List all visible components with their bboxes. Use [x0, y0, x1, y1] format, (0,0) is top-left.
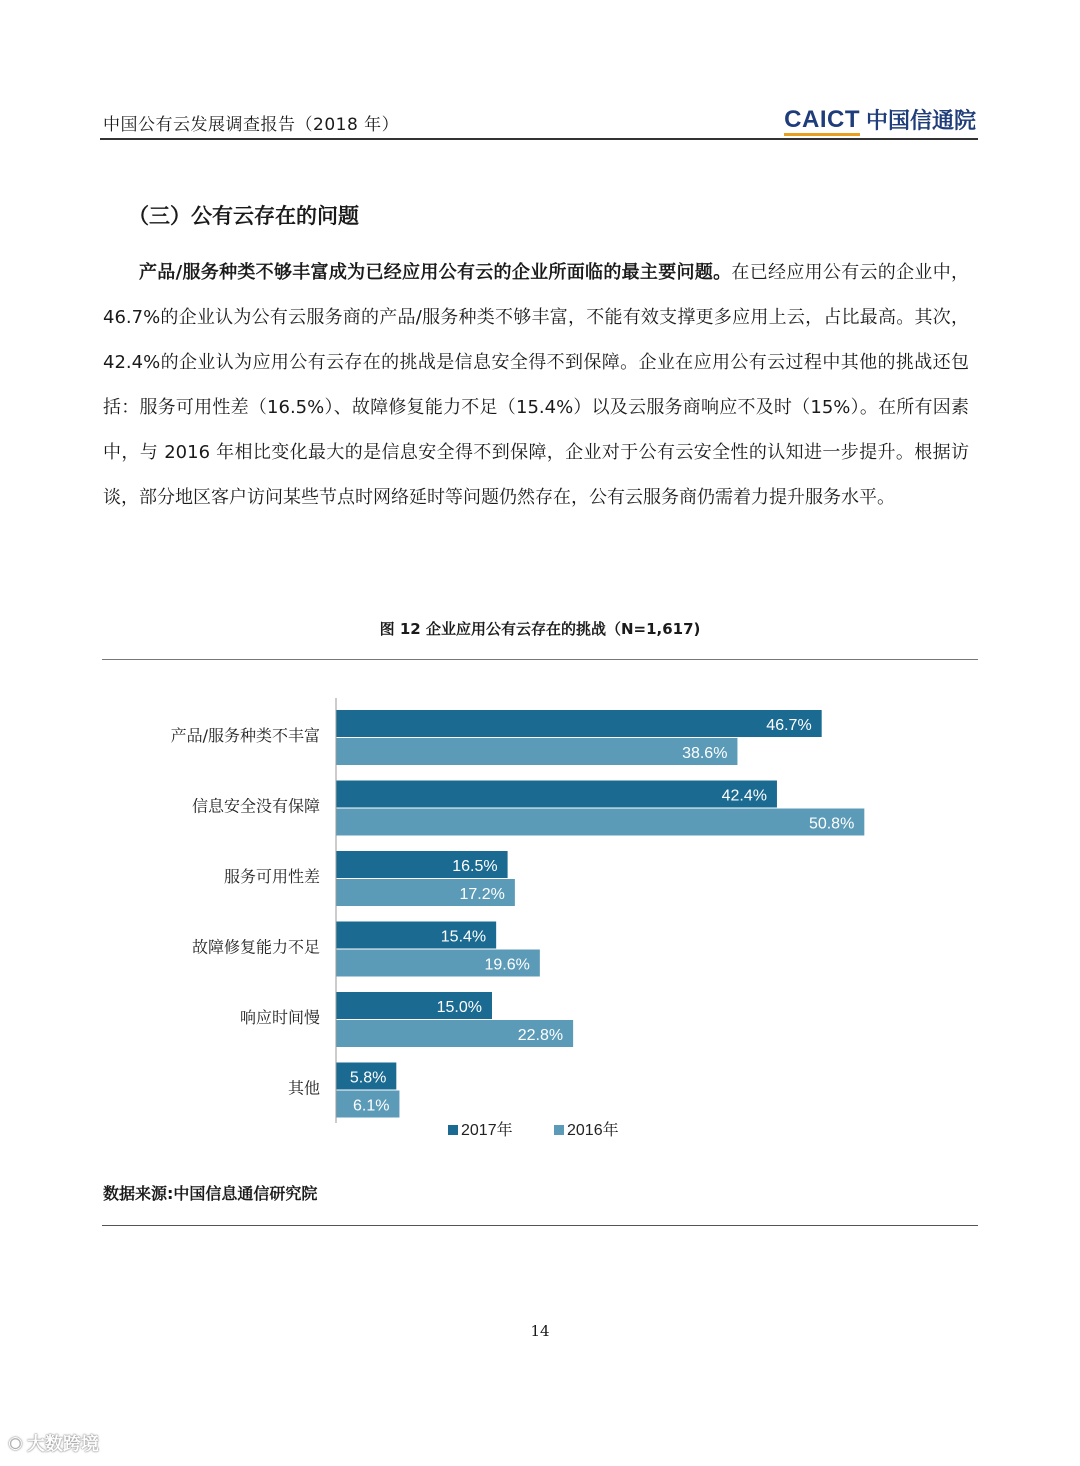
figure-rule-bottom [102, 1225, 978, 1226]
watermark-text: 大数跨境 [26, 1434, 99, 1455]
bar-value-label: 15.4% [440, 928, 487, 946]
bar-value-label: 5.8% [349, 1069, 387, 1087]
figure-rule-top [102, 659, 978, 660]
page-number: 14 [530, 1322, 550, 1340]
bar-value-label: 6.1% [352, 1097, 390, 1115]
bar-value-label: 16.5% [452, 858, 498, 875]
body-lead-bold: 产品/服务种类不够丰富成为已经应用公有云的企业所面临的最主要问题。 [139, 262, 732, 283]
caict-logo [784, 104, 976, 135]
logo-cn-text: 中国信通院 [865, 109, 976, 134]
body-rest: 在已经应用公有云的企业中，46.7%的企业认为公有云服务商的产品/服务种类不够丰富，不能有效支撑更多应用上云，占比最高。其次，42.4%的企业认为应用公有云存在的挑战是信息安全得不到保障。企业在应用公有云过程中其他的挑战还包括：服务可用性差（16.5%）、故障修复能力不足（15.4%）以及云服务商响应不及时（15%）。在所有因素中，与 2016 年相比变化最大的是信息安全得不到保障，企业对于公有云安全性的认知进一步提升。根据访谈，部分地区客户访问某些节点时网络延时等问题仍然存在，公有云服务商仍需着力提升服务水平。 [103, 262, 969, 508]
data-source: 数据来源:中国信息通信研究院 [103, 1184, 318, 1203]
watermark [8, 1430, 99, 1456]
legend-swatch [448, 1125, 458, 1135]
challenges-bar-chart [102, 690, 978, 1170]
body-paragraph [103, 250, 969, 520]
bar-2016 [336, 809, 864, 836]
category-label: 响应时间慢 [239, 1008, 320, 1027]
bar-value-label: 50.8% [808, 815, 855, 833]
category-label: 其他 [287, 1078, 320, 1098]
bar-2017 [336, 710, 822, 737]
bar-value-label: 42.4% [721, 787, 767, 805]
legend-label: 2017年 [461, 1122, 513, 1139]
category-label: 服务可用性差 [223, 867, 320, 886]
legend-label: 2016年 [567, 1122, 619, 1139]
header-title: 中国公有云发展调查报告（2018 年） [103, 115, 400, 135]
figure-caption: 图 12 企业应用公有云存在的挑战（N=1,617) [379, 620, 701, 638]
category-label: 故障修复能力不足 [191, 937, 320, 957]
bar-2017 [336, 781, 777, 808]
section-title: （三）公有云存在的问题 [128, 204, 359, 228]
legend-swatch [554, 1125, 564, 1135]
bar-value-label: 46.7% [766, 717, 812, 734]
logo-caict-text: CAICT [784, 105, 860, 133]
bar-value-label: 38.6% [682, 745, 728, 762]
bar-value-label: 17.2% [459, 886, 505, 903]
bar-value-label: 15.0% [436, 999, 482, 1016]
category-label: 产品/服务种类不丰富 [170, 726, 320, 745]
weibo-icon: ◉ [8, 1433, 23, 1453]
bar-value-label: 22.8% [517, 1027, 564, 1044]
header-rule [100, 138, 978, 140]
bar-2016 [336, 738, 737, 765]
category-label: 信息安全没有保障 [191, 796, 320, 816]
bar-value-label: 19.6% [484, 956, 530, 974]
